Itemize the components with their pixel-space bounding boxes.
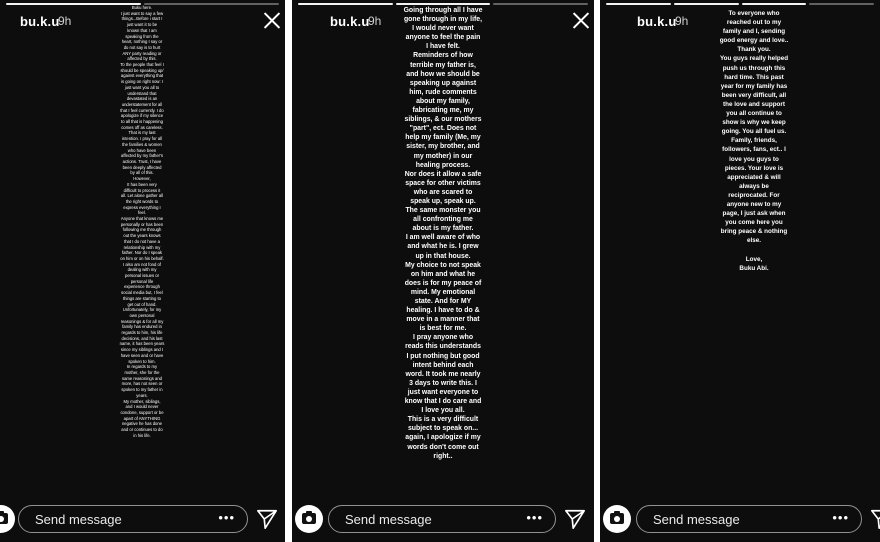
send-message-placeholder: Send message: [653, 512, 740, 527]
story-text: Going through all I have gone through in my life, I would never want anyone to feel the pain I have felt. Reminders of how terrible my father is, and how we should be speaking up against him, rude comments about my family, fabricating me, my siblings, & our mothers "part", ect. Does not help my family (Me, my sister, my brother, and my mother) in our healing process. Nor does it allow a safe space for other victims who are scared to speak up, speak up. The same monster you all confronting me about is my father. I am well aware of who and what he is. I grew up in that house. My choice to not speak on him and what he does is for my peace of mind. My emotional state. And for MY healing. I have to do & move in a manner that is best for me. I pray anyone who reads this understands I put nothing but good intent behind each word. It took me nearly 3 days to write this. I just want everyone to know that I do care and I love you all. This is a very difficult subject to speak on... again, I apologize if my words don't come out right..: [403, 7, 483, 460]
story-username[interactable]: bu.k.u: [637, 14, 677, 29]
send-message-input[interactable]: [328, 505, 556, 533]
progress-segment: [742, 3, 807, 5]
send-message-placeholder: Send message: [345, 512, 432, 527]
story-panel-3: [600, 0, 880, 542]
send-message-placeholder: Send message: [35, 512, 122, 527]
story-footer: [0, 498, 285, 542]
story-panel-1: [0, 0, 285, 542]
more-icon[interactable]: •••: [218, 510, 235, 525]
progress-segment: [606, 3, 671, 5]
progress-segment: [298, 3, 393, 5]
close-icon[interactable]: [572, 11, 590, 29]
send-message-input[interactable]: [636, 505, 862, 533]
progress-segment: [674, 3, 739, 5]
paper-plane-icon[interactable]: [564, 508, 586, 530]
more-icon[interactable]: •••: [832, 510, 849, 525]
story-text: Buku here. I just want to say a few things...Before i start I just want it to be known that I am speaking from the heart, nothing I say or do not say is to hurt ANY party reading or affected by this. To the people that feel I should be speaking up/ against everything that is going on right now: I just want you all to understand that devastated is an understatement for all that I feel currently. I do apologize if my silence to all that is happening comes off as careless. That is my last intention. I pray for all the families & women who have been affected by my father's actions. Trust, I have been deeply affected by all of this. However, It has been very difficult to process it all. Let alone gather all the right words to express everything I feel. Anyone that knows me personally or has been following me through out the years knows that I do not have a relationship with my father. Nor do I speak on him or on his behalf. I also am not fond of dealing with my personal issues or personal life experience through social media but, I feel things are starting to get out of hand. Unfortunately, for my own personal reasonings & for all my family has endured in regards to him, his life decisions, and his last name, it has been years since my siblings and I have seen and or have spoken to him. In regards to my mother, she for the same reasonings and more, has not seen or spoken to my father in years. My mother, siblings, and I would never condone, support or be apart of ANYTHING negative he has done and or continues to do in his life.: [119, 5, 165, 438]
story-timestamp: 9h: [58, 14, 72, 28]
story-progress-bars: [298, 3, 588, 5]
paper-plane-icon[interactable]: [870, 508, 880, 530]
story-timestamp: 9h: [675, 14, 689, 28]
story-text: To everyone who reached out to my family and I, sending good energy and love.. Thank you. You guys really helped push us through this hard time. This past year for my family has been very difficult, all the love and support you all continue to show is why we keep going. You all fuel us. Family, friends, followers, fans, ect.. I love you guys to pieces. Your love is appreciated & will always be reciprocated. For anyone new to my page, I just ask when you come here you bring peace & nothing else. Love, Buku Abi.: [719, 10, 789, 272]
camera-icon[interactable]: [0, 505, 15, 533]
send-message-input[interactable]: [18, 505, 248, 533]
story-timestamp: 9h: [368, 14, 382, 28]
camera-icon[interactable]: [295, 505, 323, 533]
story-panel-2: [292, 0, 594, 542]
close-icon[interactable]: [263, 11, 281, 29]
progress-segment: [493, 3, 588, 5]
progress-segment: [809, 3, 874, 5]
paper-plane-icon[interactable]: [256, 508, 278, 530]
camera-icon[interactable]: [603, 505, 631, 533]
story-username[interactable]: bu.k.u: [20, 14, 60, 29]
story-username[interactable]: bu.k.u: [330, 14, 370, 29]
more-icon[interactable]: •••: [526, 510, 543, 525]
story-progress-bars: [606, 3, 874, 5]
progress-segment: [396, 3, 491, 5]
story-footer: [600, 498, 880, 542]
story-footer: [292, 498, 594, 542]
